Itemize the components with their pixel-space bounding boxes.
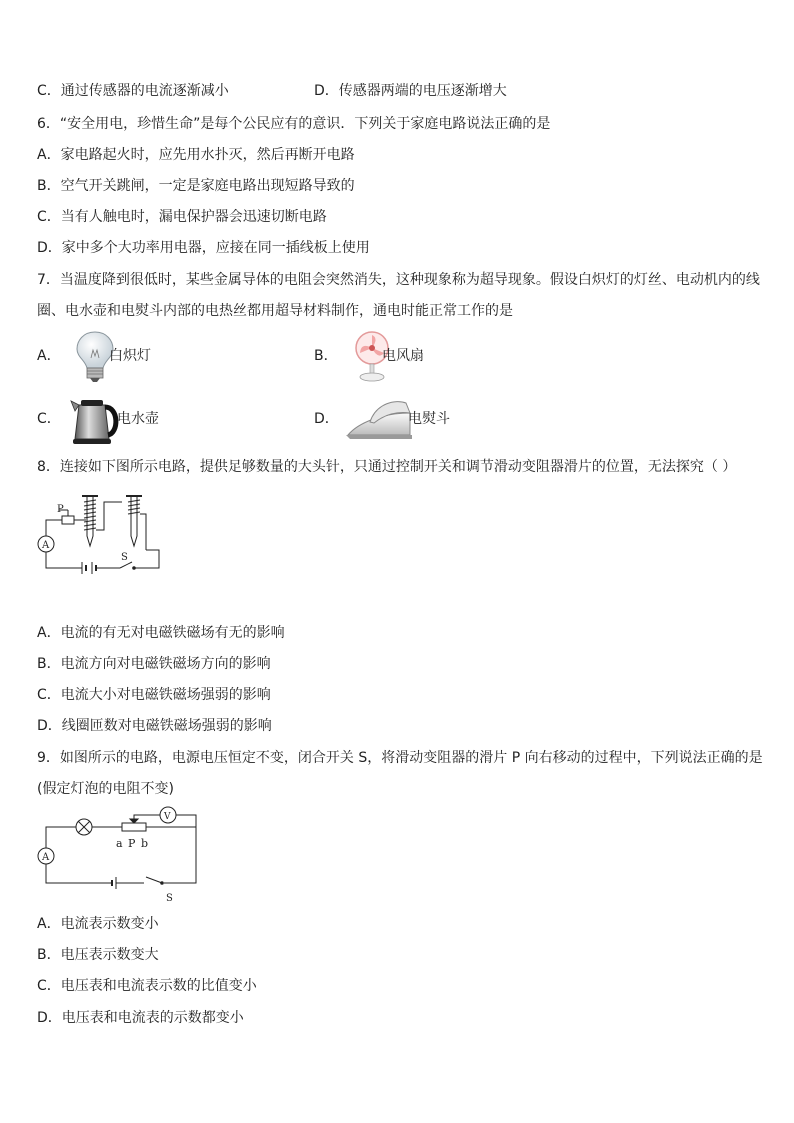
q9-option-a: A．电流表示数变小 <box>37 916 159 932</box>
q6-option-c: C．当有人触电时，漏电保护器会迅速切断电路 <box>37 209 327 225</box>
q9-option-b: B．电压表示数变大 <box>37 947 159 963</box>
q8-option-d: D．线圈匝数对电磁铁磁场强弱的影响 <box>37 718 272 734</box>
q6-stem: 6．“安全用电，珍惜生命”是每个公民应有的意识．下列关于家庭电路说法正确的是 <box>37 116 551 132</box>
q9-option-c: C．电压表和电流表示数的比值变小 <box>37 978 257 994</box>
q8-option-a: A．电流的有无对电磁铁磁场有无的影响 <box>37 625 285 641</box>
q8-ammeter-label: A <box>42 540 50 551</box>
q7-option-b-label: 电风扇 <box>382 348 424 364</box>
q7-option-c-label: 电水壶 <box>117 411 159 427</box>
q7-option-c-letter: C． <box>37 411 61 427</box>
q8-stem: 8．连接如下图所示电路，提供足够数量的大头针，只通过控制开关和调节滑动变阻器滑片的位置，无法探究（ ） <box>37 459 737 475</box>
q5-option-d: D．传感器两端的电压逐渐增大 <box>314 83 507 99</box>
q9-option-d: D．电压表和电流表的示数都变小 <box>37 1010 244 1026</box>
electric-kettle-icon <box>67 391 123 447</box>
q9-switch-label: S <box>166 893 173 903</box>
q9-stem-line2: (假定灯泡的电阻不变) <box>37 781 174 797</box>
q6-option-a: A．家电路起火时，应先用水扑灭，然后再断开电路 <box>37 147 355 163</box>
q9-ammeter-label: A <box>42 852 50 863</box>
q7-option-c <box>37 391 277 447</box>
q7-option-d-label: 电熨斗 <box>408 411 450 427</box>
q9-stem-line1: 9．如图所示的电路，电源电压恒定不变，闭合开关 S，将滑动变阻器的滑片 P 向右移动的过程中，下列说法正确的是 <box>37 750 763 766</box>
q7-option-b-letter: B． <box>314 348 338 364</box>
q9-voltmeter-label: V <box>164 812 171 822</box>
q8-switch-label: S <box>121 552 128 563</box>
q9-circuit-diagram <box>34 803 204 903</box>
q7-stem-line2: 圈、电水壶和电熨斗内部的电热丝都用超导材料制作，通电时能正常工作的是 <box>37 303 513 319</box>
q6-option-d: D．家中多个大功率用电器，应接在同一插线板上使用 <box>37 240 370 256</box>
q7-option-b <box>314 328 554 384</box>
q7-option-d <box>314 391 554 447</box>
q9-rheostat-labels: a P b <box>116 837 149 850</box>
q8-slider-label: P <box>57 504 64 515</box>
q6-option-b: B．空气开关跳闸，一定是家庭电路出现短路导致的 <box>37 178 355 194</box>
q7-option-a <box>37 328 277 384</box>
q5-option-c: C．通过传感器的电流逐渐减小 <box>37 83 229 99</box>
q8-option-b: B．电流方向对电磁铁磁场方向的影响 <box>37 656 271 672</box>
q7-option-a-letter: A． <box>37 348 61 364</box>
q7-stem-line1: 7．当温度降到很低时，某些金属导体的电阻会突然消失，这种现象称为超导现象。假设白炽灯的灯丝、电动机内的线 <box>37 272 760 288</box>
q8-circuit-diagram <box>34 488 169 578</box>
electric-iron-icon <box>344 391 414 447</box>
q8-option-c: C．电流大小对电磁铁磁场强弱的影响 <box>37 687 271 703</box>
q7-option-d-letter: D． <box>314 411 339 427</box>
q5-options <box>37 81 757 101</box>
q7-option-a-label: 白炽灯 <box>109 348 151 364</box>
